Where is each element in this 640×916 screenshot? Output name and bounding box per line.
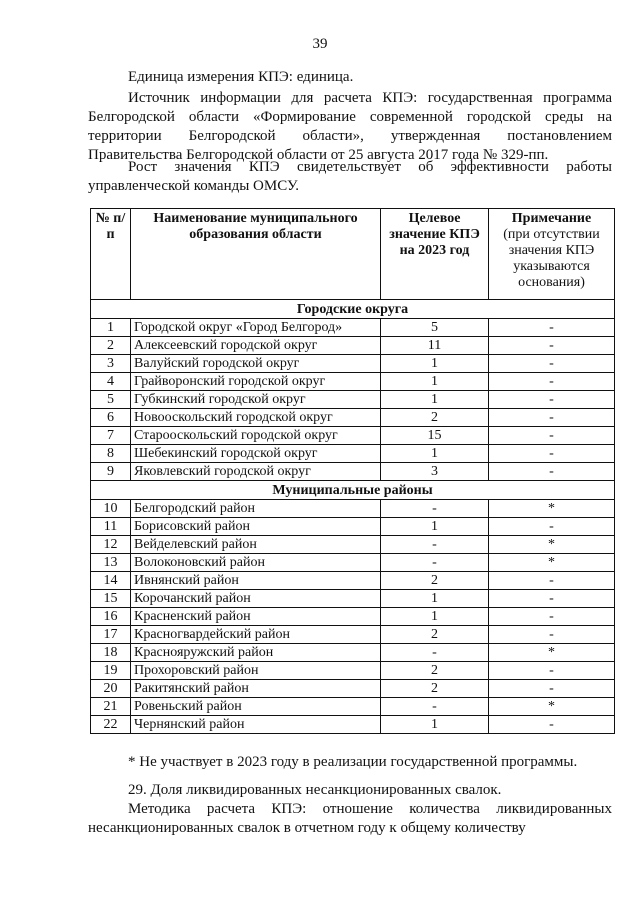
row-name: Прохоровский район: [131, 662, 381, 680]
source-paragraph: Источник информации для расчета КПЭ: государственная программа Белгородской области «Формирование современной городской среды на территории Белгородской области», утвержденная постановлением Правительства Белгородской области от 25 августа 2017 года № 329-пп.: [88, 90, 612, 163]
row-note: -: [489, 680, 615, 698]
row-name: Краснояружский район: [131, 644, 381, 662]
row-number: 2: [91, 337, 131, 355]
row-value: 1: [381, 373, 489, 391]
row-number: 3: [91, 355, 131, 373]
row-name: Борисовский район: [131, 518, 381, 536]
table-row: [91, 319, 615, 337]
row-name: Ракитянский район: [131, 680, 381, 698]
row-note: *: [489, 698, 615, 716]
row-value: 15: [381, 427, 489, 445]
row-note: *: [489, 536, 615, 554]
table-row: [91, 391, 615, 409]
row-note: -: [489, 608, 615, 626]
row-number: 10: [91, 500, 131, 518]
row-name: Старооскольский городской округ: [131, 427, 381, 445]
row-name: Грайворонский городской округ: [131, 373, 381, 391]
row-note: *: [489, 554, 615, 572]
table-row: [91, 698, 615, 716]
row-number: 6: [91, 409, 131, 427]
row-number: 5: [91, 391, 131, 409]
row-value: 1: [381, 445, 489, 463]
table-row: [91, 536, 615, 554]
row-number: 1: [91, 319, 131, 337]
row-name: Вейделевский район: [131, 536, 381, 554]
row-note: -: [489, 319, 615, 337]
row-name: Корочанский район: [131, 590, 381, 608]
table-row: [91, 626, 615, 644]
table-row: [91, 644, 615, 662]
row-name: Ровеньский район: [131, 698, 381, 716]
unit-paragraph: Единица измерения КПЭ: единица.: [128, 69, 354, 85]
row-number: 14: [91, 572, 131, 590]
row-name: Яковлевский городской округ: [131, 463, 381, 481]
row-value: -: [381, 644, 489, 662]
section-title: Городские округа: [91, 300, 615, 319]
header-note-title: Примечание: [511, 211, 592, 226]
row-value: 1: [381, 355, 489, 373]
row-number: 11: [91, 518, 131, 536]
row-number: 17: [91, 626, 131, 644]
row-value: 1: [381, 590, 489, 608]
row-number: 13: [91, 554, 131, 572]
header-note: [489, 209, 615, 300]
table-row: [91, 572, 615, 590]
row-value: 1: [381, 518, 489, 536]
row-note: -: [489, 391, 615, 409]
row-number: 19: [91, 662, 131, 680]
row-number: 21: [91, 698, 131, 716]
table-row: [91, 355, 615, 373]
header-name: Наименование муниципального образования области: [131, 209, 381, 300]
row-name: Ивнянский район: [131, 572, 381, 590]
header-num: № п/п: [91, 209, 131, 300]
row-value: 1: [381, 391, 489, 409]
row-note: *: [489, 644, 615, 662]
row-name: Волоконовский район: [131, 554, 381, 572]
row-value: 3: [381, 463, 489, 481]
row-note: -: [489, 373, 615, 391]
section-title: Муниципальные районы: [91, 481, 615, 500]
row-number: 20: [91, 680, 131, 698]
header-note-body: (при отсутствии значения КПЭ указываются основания): [503, 227, 600, 290]
growth-paragraph: Рост значения КПЭ свидетельствует об эффективности работы управленческой команды ОМСУ.: [88, 159, 612, 194]
row-value: 2: [381, 409, 489, 427]
page-number: 39: [312, 36, 328, 52]
row-number: 8: [91, 445, 131, 463]
row-value: 2: [381, 662, 489, 680]
row-note: -: [489, 463, 615, 481]
row-value: -: [381, 554, 489, 572]
row-note: *: [489, 500, 615, 518]
row-number: 18: [91, 644, 131, 662]
row-name: Губкинский городской округ: [131, 391, 381, 409]
row-number: 9: [91, 463, 131, 481]
row-value: 2: [381, 626, 489, 644]
row-number: 15: [91, 590, 131, 608]
row-note: -: [489, 409, 615, 427]
row-value: -: [381, 698, 489, 716]
row-number: 22: [91, 716, 131, 734]
row-number: 7: [91, 427, 131, 445]
table-row: [91, 590, 615, 608]
header-target: Целевое значение КПЭ на 2023 год: [381, 209, 489, 300]
row-value: 2: [381, 680, 489, 698]
row-note: -: [489, 626, 615, 644]
row-name: Белгородский район: [131, 500, 381, 518]
row-number: 4: [91, 373, 131, 391]
row-note: -: [489, 337, 615, 355]
row-number: 12: [91, 536, 131, 554]
table-header-row: [91, 209, 615, 300]
row-note: -: [489, 590, 615, 608]
row-value: 1: [381, 608, 489, 626]
table-body: [91, 300, 615, 734]
row-note: -: [489, 427, 615, 445]
row-name: Шебекинский городской округ: [131, 445, 381, 463]
footnote: * Не участвует в 2023 году в реализации государственной программы.: [128, 754, 578, 770]
row-name: Городской округ «Город Белгород»: [131, 319, 381, 337]
row-note: -: [489, 355, 615, 373]
row-value: 1: [381, 716, 489, 734]
table-row: [91, 680, 615, 698]
row-value: -: [381, 536, 489, 554]
row-value: 2: [381, 572, 489, 590]
table-row: [91, 409, 615, 427]
row-note: -: [489, 518, 615, 536]
row-name: Алексеевский городской округ: [131, 337, 381, 355]
row-value: 11: [381, 337, 489, 355]
section-row: [91, 300, 615, 319]
table-row: [91, 608, 615, 626]
row-note: -: [489, 716, 615, 734]
row-value: 5: [381, 319, 489, 337]
row-name: Валуйский городской округ: [131, 355, 381, 373]
table-row: [91, 518, 615, 536]
row-note: -: [489, 572, 615, 590]
item29-title: 29. Доля ликвидированных несанкционированных свалок.: [128, 782, 502, 798]
table-row: [91, 463, 615, 481]
row-note: -: [489, 662, 615, 680]
table-row: [91, 445, 615, 463]
item29-method: Методика расчета КПЭ: отношение количества ликвидированных несанкционированных свалок в отчетном году к общему количеству: [88, 801, 612, 836]
table-row: [91, 716, 615, 734]
row-name: Чернянский район: [131, 716, 381, 734]
table-row: [91, 662, 615, 680]
row-value: -: [381, 500, 489, 518]
row-name: Красненский район: [131, 608, 381, 626]
table-row: [91, 373, 615, 391]
table-row: [91, 554, 615, 572]
row-name: Новооскольский городской округ: [131, 409, 381, 427]
table-row: [91, 427, 615, 445]
kpe-table: [90, 208, 615, 734]
table-row: [91, 500, 615, 518]
table-row: [91, 337, 615, 355]
row-note: -: [489, 445, 615, 463]
section-row: [91, 481, 615, 500]
row-number: 16: [91, 608, 131, 626]
row-name: Красногвардейский район: [131, 626, 381, 644]
